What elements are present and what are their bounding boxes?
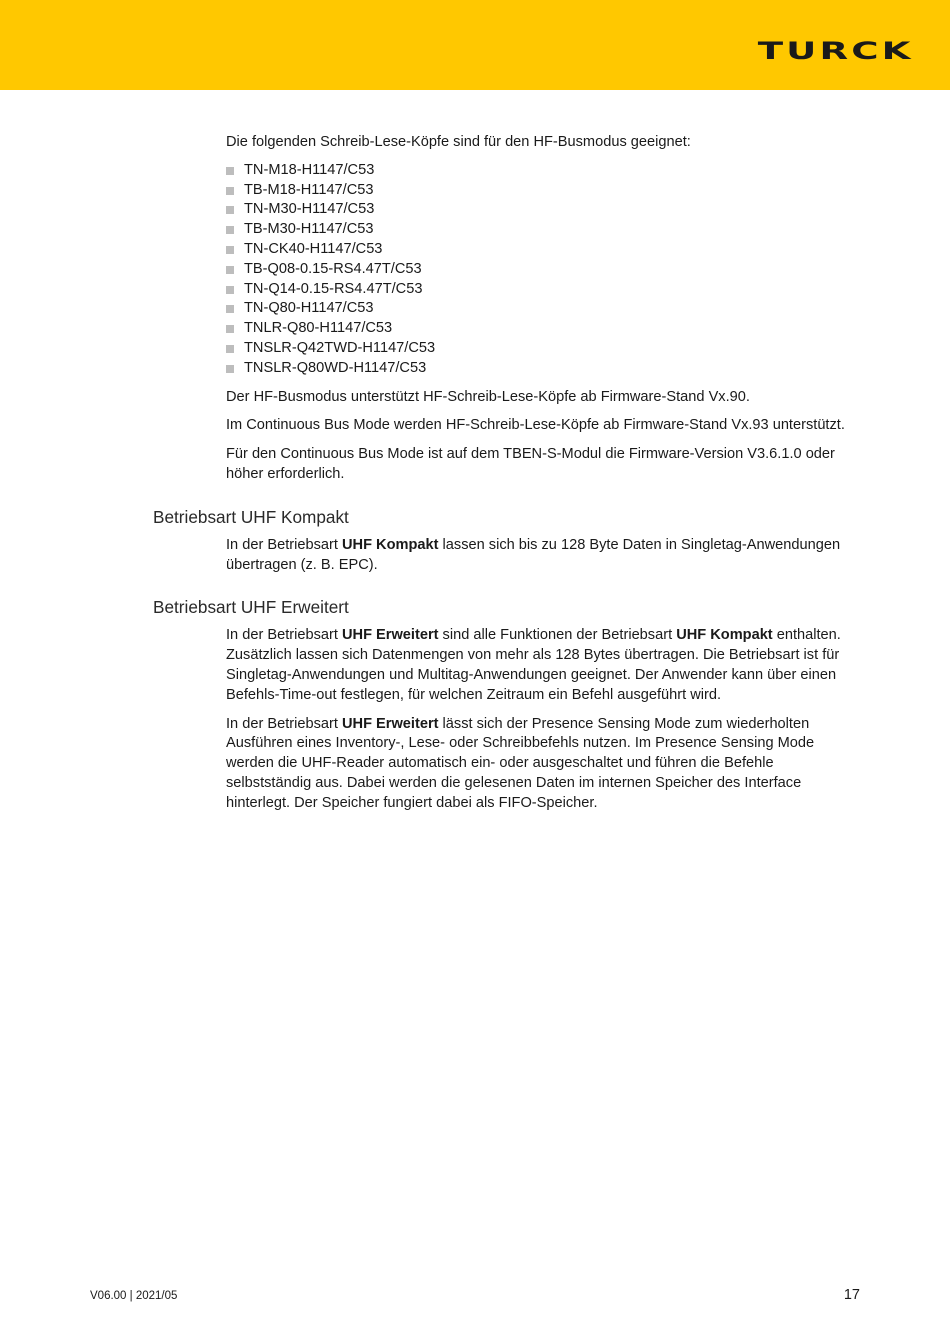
list-item: TN-CK40-H1147/C53 [226,240,856,260]
list-item: TB-M30-H1147/C53 [226,220,856,240]
square-bullet-icon [226,286,234,294]
page-content [153,133,856,823]
model-list [226,161,856,379]
uhf-erweitert-paragraph-1: In der Betriebsart UHF Erweitert sind alle Funktionen der Betriebsart UHF Kompakt enthalten. Zusätzlich lassen sich Datenmengen von mehr als 128 Bytes übertragen. Die Betriebsart ist für Singletag-Anwendungen und Multitag-Anwendungen geeignet. Der Anwender kann über einen Befehls-Time-out festlegen, für welchen Zeitraum ein Befehl ausgeführt wird. [226,627,841,703]
page-number: 17 [843,1287,860,1303]
bold-term: UHF Kompakt [342,536,439,553]
list-item: TB-Q08-0.15-RS4.47T/C53 [226,260,856,280]
uhf-kompakt-paragraph: In der Betriebsart UHF Kompakt lassen sich bis zu 128 Byte Daten in Singletag-Anwendungen übertragen (z. B. EPC). [226,536,841,573]
heading-uhf-erweitert: Betriebsart UHF Erweitert [153,597,349,618]
list-item: TNSLR-Q42TWD-H1147/C53 [226,339,856,359]
square-bullet-icon [226,345,234,353]
intro-text: Die folgenden Schreib-Lese-Köpfe sind für den HF-Busmodus geeignet: [226,134,691,150]
footer-version: V06.00 | 2021/05 [90,1290,178,1302]
square-bullet-icon [226,226,234,234]
square-bullet-icon [226,305,234,313]
list-item: TNSLR-Q80WD-H1147/C53 [226,359,856,379]
bold-term: UHF Erweitert [342,715,439,732]
square-bullet-icon [226,167,234,175]
header-band [0,0,950,90]
square-bullet-icon [226,206,234,214]
uhf-erweitert-paragraph-2: In der Betriebsart UHF Erweitert lässt sich der Presence Sensing Mode zum wiederholten Ausführen eines Inventory-, Lese- oder Schreibbefehls nutzen. Im Presence Sensing Mode werden die UHF-Reader automatisch ein- oder ausgeschaltet und führen die Befehle selbstständig aus. Dabei werden die gelesenen Daten im internen Speicher des Interface hinterlegt. Der Speicher fungiert dabei als FIFO-Speicher. [226,715,815,811]
firmware-note-hf: Der HF-Busmodus unterstützt HF-Schreib-Lese-Köpfe ab Firmware-Stand Vx.90. [226,388,750,405]
list-item: TN-M30-H1147/C53 [226,200,856,220]
list-item: TN-Q14-0.15-RS4.47T/C53 [226,280,856,300]
list-item: TB-M18-H1147/C53 [226,181,856,201]
list-item: TN-M18-H1147/C53 [226,161,856,181]
firmware-note-tben: Für den Continuous Bus Mode ist auf dem TBEN-S-Modul die Firmware-Version V3.6.1.0 oder höher erforderlich. [226,446,835,482]
bold-term: UHF Erweitert [342,627,439,644]
turck-logo: TURCK [758,37,914,65]
list-item: TN-Q80-H1147/C53 [226,299,856,319]
square-bullet-icon [226,246,234,254]
square-bullet-icon [226,325,234,333]
square-bullet-icon [226,266,234,274]
firmware-note-continuous: Im Continuous Bus Mode werden HF-Schreib-Lese-Köpfe ab Firmware-Stand Vx.93 unterstützt. [226,417,845,434]
list-item: TNLR-Q80-H1147/C53 [226,319,856,339]
square-bullet-icon [226,187,234,195]
heading-uhf-kompakt: Betriebsart UHF Kompakt [153,506,349,527]
bold-term: UHF Kompakt [676,627,773,644]
square-bullet-icon [226,365,234,373]
